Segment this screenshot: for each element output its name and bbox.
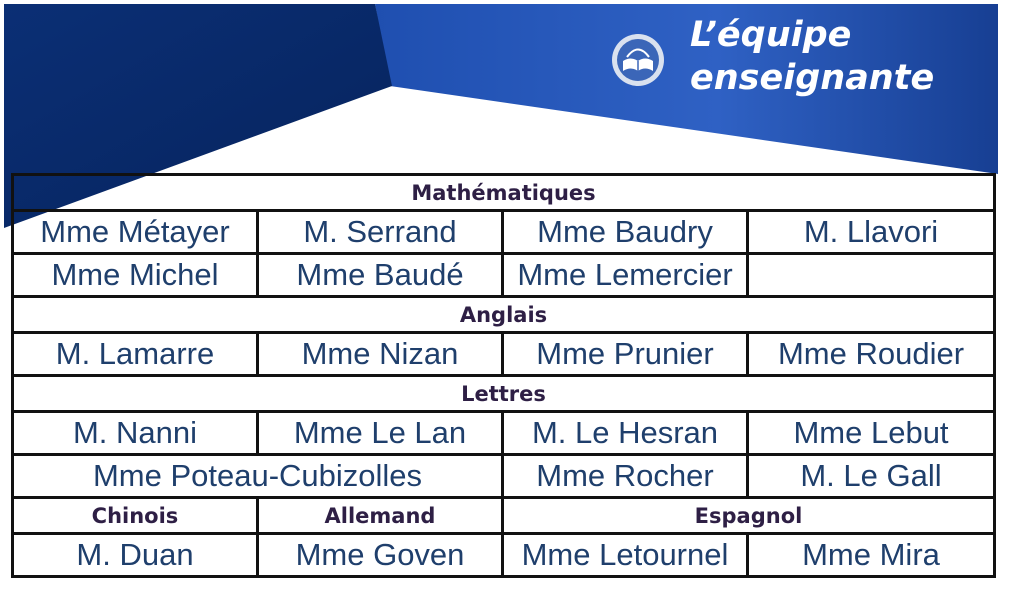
teacher-cell: Mme Baudry [503,211,748,254]
teacher-cell: M. Lamarre [13,333,258,376]
subject-header-anglais: Anglais [13,297,995,333]
subject-header-lettres: Lettres [13,376,995,412]
teacher-cell: Mme Letournel [503,534,748,577]
teacher-cell: Mme Le Lan [258,412,503,455]
teacher-cell: M. Nanni [13,412,258,455]
teacher-cell: Mme Baudé [258,254,503,297]
teacher-table [11,173,996,578]
teacher-cell: M. Duan [13,534,258,577]
teacher-cell: M. Le Gall [748,455,995,498]
teacher-cell: M. Llavori [748,211,995,254]
teacher-cell: Mme Prunier [503,333,748,376]
subject-header-math: Mathématiques [13,175,995,211]
page-title [690,14,934,100]
subject-header-chinois: Chinois [13,498,258,534]
empty-cell [748,254,995,297]
teacher-cell: Mme Mira [748,534,995,577]
subject-header-allemand: Allemand [258,498,503,534]
teacher-cell: Mme Métayer [13,211,258,254]
teacher-cell: Mme Goven [258,534,503,577]
title-line-1: L’équipe [690,15,852,55]
title-line-2: enseignante [690,58,935,98]
subject-header-espagnol: Espagnol [503,498,995,534]
teacher-cell: M. Le Hesran [503,412,748,455]
teacher-cell: Mme Nizan [258,333,503,376]
teacher-cell: Mme Poteau-Cubizolles [13,455,503,498]
teacher-cell: Mme Lemercier [503,254,748,297]
book-globe-icon [610,32,666,88]
teacher-cell: Mme Lebut [748,412,995,455]
teacher-cell: Mme Roudier [748,333,995,376]
teacher-cell: Mme Rocher [503,455,748,498]
teacher-cell: M. Serrand [258,211,503,254]
teacher-cell: Mme Michel [13,254,258,297]
